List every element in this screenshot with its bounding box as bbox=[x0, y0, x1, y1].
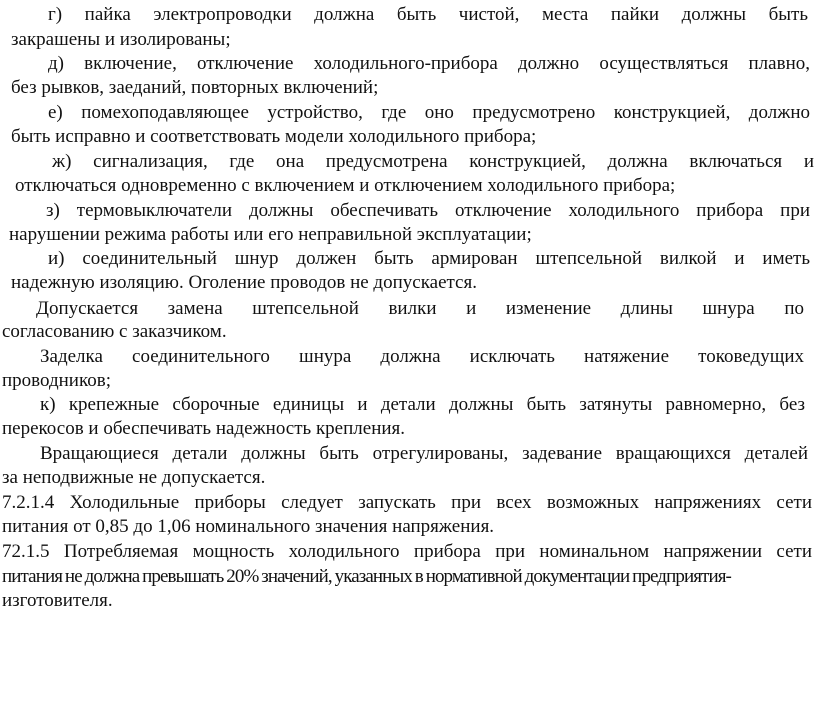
paragraph-i-line-1: и) соединительный шнур должен быть армирован штепсельной вилкой и иметь bbox=[48, 248, 810, 269]
paragraph-allowed-line-2: согласованию с заказчиком. bbox=[2, 321, 227, 342]
paragraph-d-line-2: без рывков, заеданий, повторных включений; bbox=[11, 77, 379, 98]
paragraph-zh-line-2: отключаться одновременно с включением и отключением холодильного прибора; bbox=[15, 175, 676, 196]
paragraph-sealing-line-1: Заделка соединительного шнура должна исключать натяжение токоведущих bbox=[40, 346, 804, 367]
paragraph-e-line-1: е) помехоподавляющее устройство, где оно предусмотрено конструкцией, должно bbox=[48, 102, 810, 123]
paragraph-g-line-2: закрашены и изолированы; bbox=[11, 29, 231, 50]
paragraph-d-line-1: д) включение, отключение холодильного-прибора должно осуществляться плавно, bbox=[48, 53, 810, 74]
paragraph-sealing-line-2: проводников; bbox=[2, 370, 111, 391]
paragraph-e-line-2: быть исправно и соответствовать модели холодильного прибора; bbox=[11, 126, 537, 147]
paragraph-zh-line-1: ж) сигнализация, где она предусмотрена конструкцией, должна включаться и bbox=[52, 151, 814, 172]
paragraph-k-line-1: к) крепежные сборочные единицы и детали должны быть затянуты равномерно, без bbox=[40, 394, 805, 415]
clause-72-1-5-line-3: изготовителя. bbox=[2, 590, 113, 611]
paragraph-rotating-line-2: за неподвижные не допускается. bbox=[2, 467, 266, 488]
paragraph-z-line-1: з) термовыключатели должны обеспечивать отключение холодильного прибора при bbox=[46, 200, 810, 221]
paragraph-z-line-2: нарушении режима работы или его неправильной эксплуатации; bbox=[9, 224, 532, 245]
paragraph-k-line-2: перекосов и обеспечивать надежность крепления. bbox=[2, 418, 406, 439]
clause-7-2-1-4-line-2: питания от 0,85 до 1,06 номинального значения напряжения. bbox=[2, 516, 495, 537]
clause-72-1-5-line-2: питания не должна превышать 20% значений, указанных в нормативной документации предприятия- bbox=[2, 566, 731, 587]
paragraph-allowed-line-1: Допускается замена штепсельной вилки и изменение длины шнура по bbox=[36, 298, 804, 319]
clause-72-1-5-line-1: 72.1.5 Потребляемая мощность холодильного прибора при номинальном напряжении сети bbox=[2, 541, 812, 562]
paragraph-i-line-2: надежную изоляцию. Оголение проводов не допускается. bbox=[11, 272, 477, 293]
paragraph-g-line-1: г) пайка электропроводки должна быть чистой, места пайки должны быть bbox=[48, 4, 808, 25]
paragraph-rotating-line-1: Вращающиеся детали должны быть отрегулированы, задевание вращающихся деталей bbox=[40, 443, 808, 464]
clause-7-2-1-4-line-1: 7.2.1.4 Холодильные приборы следует запускать при всех возможных напряжениях сети bbox=[2, 492, 812, 513]
